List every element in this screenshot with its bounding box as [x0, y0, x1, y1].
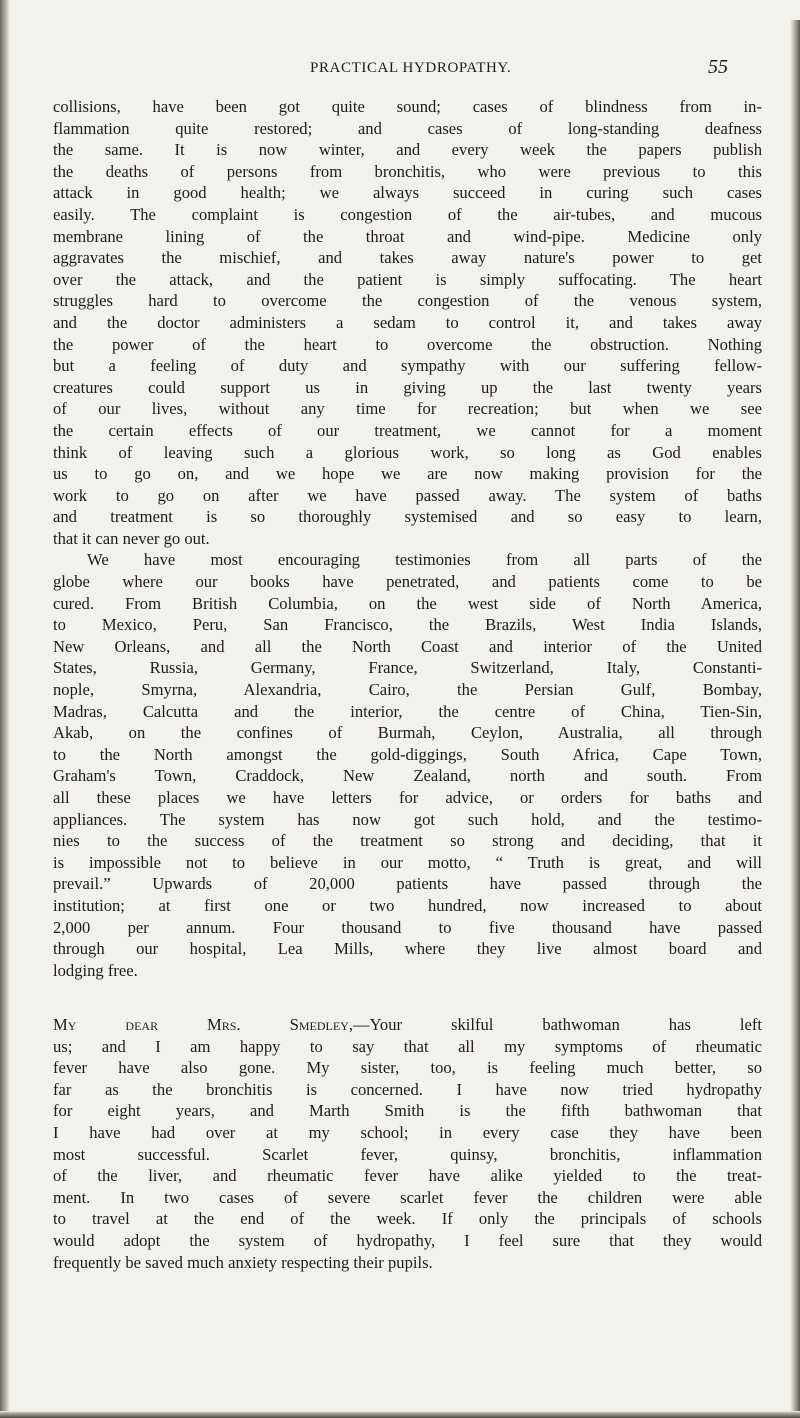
text-line: think of leaving such a glorious work, so long as God enables [53, 442, 762, 462]
text-line: through our hospital, Lea Mills, where they live almost board and [53, 939, 762, 959]
running-head: PRACTICAL HYDROPATHY. [310, 60, 512, 76]
text-line: membrane lining of the throat and wind-pipe. Medicine only [53, 226, 762, 246]
text-line: that it can never go out. [53, 528, 210, 548]
letter-line [53, 1014, 762, 1036]
text-line: States, Russia, Germany, France, Switzerland, Italy, Constanti- [53, 658, 762, 678]
text-line: fever have also gone. My sister, too, is feeling much better, so [53, 1058, 762, 1078]
text-line: would adopt the system of hydropathy, I feel sure that they would [53, 1230, 762, 1250]
text-line: of the liver, and rheumatic fever have alike yielded to the treat- [53, 1166, 762, 1186]
page-binding-shadow [0, 0, 10, 1418]
text-line: Madras, Calcutta and the interior, the centre of China, Tien-Sin, [53, 701, 762, 721]
text-line: globe where our books have penetrated, and patients come to be [53, 572, 762, 592]
text-line: nople, Smyrna, Alexandria, Cairo, the Persian Gulf, Bombay, [53, 680, 762, 700]
text-line: over the attack, and the patient is simply suffocating. The heart [53, 269, 762, 289]
text-line: most successful. Scarlet fever, quinsy, bronchitis, inflammation [53, 1144, 762, 1164]
paragraph-1 [53, 96, 762, 549]
text-line: the same. It is now winter, and every week the papers publish [53, 140, 762, 160]
text-line: aggravates the mischief, and takes away nature's power to get [53, 248, 762, 268]
text-line: creatures could support us in giving up the last twenty years [53, 377, 762, 397]
letter-body [53, 1036, 762, 1274]
text-line: New Orleans, and all the North Coast and interior of the United [53, 636, 762, 656]
text-line: lodging free. [53, 960, 138, 980]
text-line: to Mexico, Peru, San Francisco, the Brazils, West India Islands, [53, 615, 762, 635]
page-header [0, 56, 800, 86]
page-number: 55 [708, 56, 728, 78]
text-line: 2,000 per annum. Four thousand to five thousand have passed [53, 917, 762, 937]
text-line: Akab, on the confines of Burmah, Ceylon, Australia, all through [53, 723, 762, 743]
text-line: easily. The complaint is congestion of the air-tubes, and mucous [53, 204, 762, 224]
text-line: collisions, have been got quite sound; cases of blindness from in- [53, 97, 762, 116]
text-line: of our lives, without any time for recreation; but when we see [53, 399, 762, 419]
paragraph-2 [53, 549, 762, 981]
text-line: Graham's Town, Craddock, New Zealand, north and south. From [53, 766, 762, 786]
text-line: appliances. The system has now got such hold, and the testimo- [53, 809, 762, 829]
text-line: I have had over at my school; in every case they have been [53, 1122, 762, 1142]
text-line: We have most encouraging testimonies from all parts of the [87, 550, 762, 570]
text-line: is impossible not to believe in our motto, “ Truth is great, and will [53, 852, 762, 872]
text-line: ment. In two cases of severe scarlet fever the children were able [53, 1187, 762, 1207]
text-line: us; and I am happy to say that all my symptoms of rheumatic [53, 1036, 762, 1056]
text-line: work to go on after we have passed away. The system of baths [53, 485, 762, 505]
text-line: but a feeling of duty and sympathy with our suffering fellow- [53, 356, 762, 376]
text-line: the power of the heart to overcome the obstruction. Nothing [53, 334, 762, 354]
text-line: the certain effects of our treatment, we cannot for a moment [53, 420, 762, 440]
body-text [53, 96, 762, 981]
text-line: us to go on, and we hope we are now making provision for the [53, 464, 762, 484]
text-line: and the doctor administers a sedam to control it, and takes away [53, 312, 762, 332]
text-line: struggles hard to overcome the congestion of the venous system, [53, 291, 762, 311]
text-line: frequently be saved much anxiety respecting their pupils. [53, 1252, 433, 1272]
text-line: for eight years, and Marth Smith is the fifth bathwoman that [53, 1101, 762, 1121]
letter-first-line: —Your skilful bathwoman has left [352, 1015, 763, 1034]
text-line: institution; at first one or two hundred, now increased to about [53, 895, 762, 915]
text-line: prevail.” Upwards of 20,000 patients have passed through the [53, 874, 762, 894]
text-line: to the North amongst the gold-diggings, South Africa, Cape Town, [53, 744, 762, 764]
page-bottom-shadow [0, 1411, 800, 1418]
text-line: flammation quite restored; and cases of long-standing deafness [53, 118, 762, 138]
text-line: all these places we have letters for advice, or orders for baths and [53, 788, 762, 807]
text-line: far as the bronchitis is concerned. I have now tried hydropathy [53, 1079, 762, 1099]
text-line: nies to the success of the treatment so strong and deciding, that it [53, 831, 762, 851]
text-line: cured. From British Columbia, on the west side of North America, [53, 593, 762, 613]
text-line: to travel at the end of the week. If only the principals of schools [53, 1209, 762, 1229]
text-line: the deaths of persons from bronchitis, who were previous to this [53, 161, 762, 181]
page-edge-shadow [790, 20, 800, 1418]
letter [53, 1014, 762, 1273]
text-line: and treatment is so thoroughly systemised and so easy to learn, [53, 507, 762, 527]
text-line: attack in good health; we always succeed in curing such cases [53, 183, 762, 203]
letter-salutation: My dear Mrs. Smedley, [53, 1015, 353, 1034]
